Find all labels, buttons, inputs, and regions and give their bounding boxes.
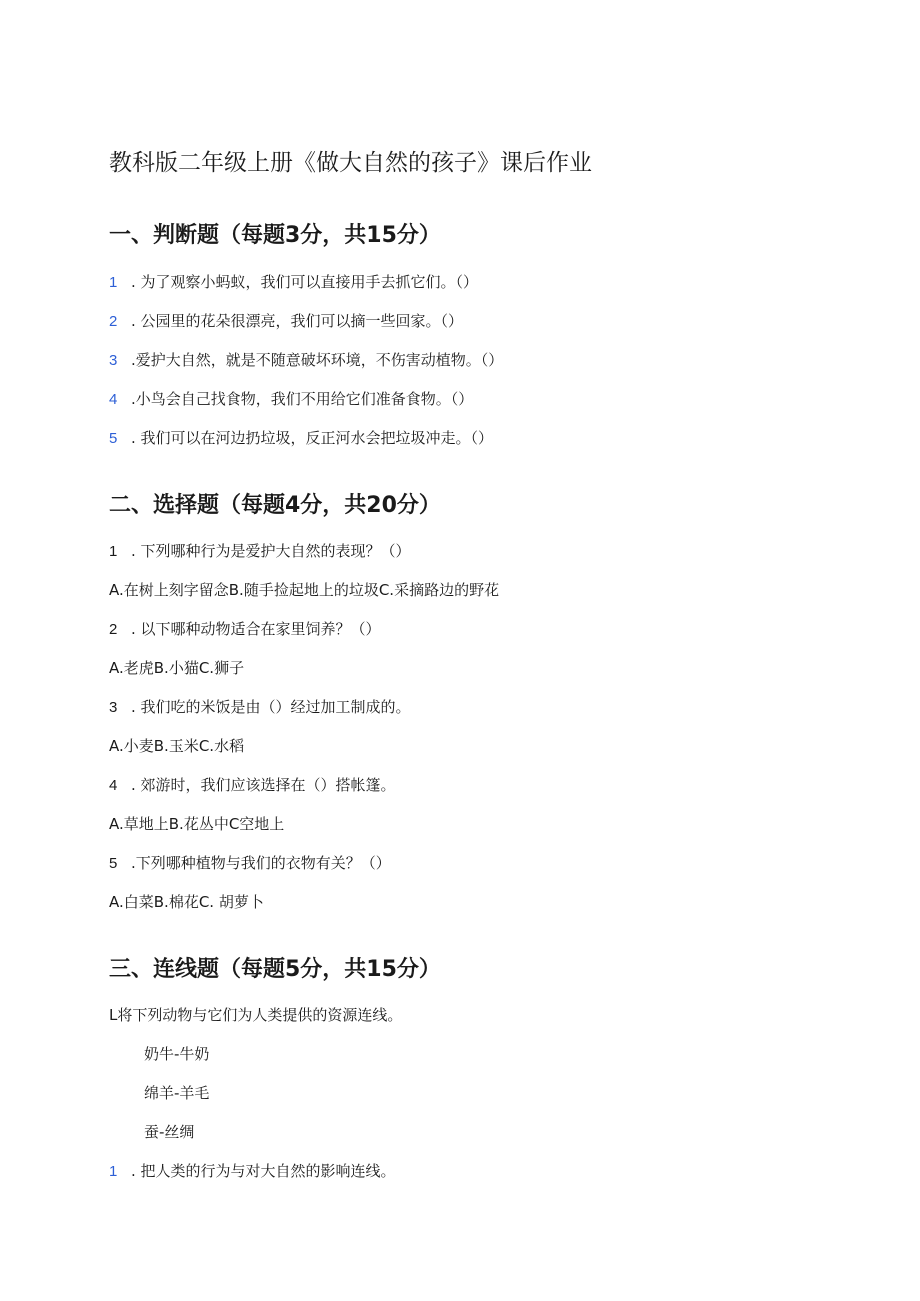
choice-question (109, 775, 396, 796)
section-heading-true-false: 一、判断题（每题3分，共15分） (109, 223, 441, 248)
choice-question (109, 619, 381, 640)
question-text: . 郊游时，我们应该选择在（）搭帐篷。 (131, 776, 396, 794)
choice-options: A.在树上刻字留念B.随手捡起地上的垃圾C.采摘路边的野花 (109, 581, 500, 599)
question-number: 1 (109, 1163, 118, 1180)
choice-question (109, 853, 391, 874)
question-number: 4 (109, 391, 118, 408)
true-false-question (109, 428, 493, 449)
choice-options: A.小麦B.玉米C.水稻 (109, 737, 245, 755)
matching-pair: 绵羊-羊毛 (144, 1084, 210, 1102)
matching-pair: 蚕-丝绸 (144, 1123, 195, 1141)
matching-pair: 奶牛-牛奶 (144, 1045, 210, 1063)
question-number: 1 (109, 543, 118, 560)
question-number: 5 (109, 430, 118, 447)
question-text: .下列哪种植物与我们的衣物有关？（） (131, 854, 391, 872)
true-false-question (109, 350, 503, 371)
matching-question (109, 1161, 396, 1182)
choice-question (109, 541, 411, 562)
question-text: . 公园里的花朵很漂亮，我们可以摘一些回家。（） (131, 312, 464, 330)
question-text: . 为了观察小蚂蚁，我们可以直接用手去抓它们。（） (131, 273, 479, 291)
question-number: 3 (109, 352, 118, 369)
section-heading-matching: 三、连线题（每题5分，共15分） (109, 957, 441, 982)
question-number: 5 (109, 855, 118, 872)
question-text: . 把人类的行为与对大自然的影响连线。 (131, 1162, 396, 1180)
question-text: .爱护大自然，就是不随意破坏环境，不伤害动植物。（） (131, 351, 504, 369)
question-number: 4 (109, 777, 118, 794)
choice-options: A.草地上B.花丛中C空地上 (109, 815, 285, 833)
matching-intro: L将下列动物与它们为人类提供的资源连线。 (109, 1006, 403, 1024)
question-text: . 我们吃的米饭是由（）经过加工制成的。 (131, 698, 411, 716)
choice-question (109, 697, 411, 718)
question-text: . 下列哪种行为是爱护大自然的表现？（） (131, 542, 411, 560)
question-number: 1 (109, 274, 118, 291)
choice-options: A.老虎B.小猫C.狮子 (109, 659, 245, 677)
choice-options: A.白菜B.棉花C. 胡萝卜 (109, 893, 264, 911)
true-false-question (109, 311, 463, 332)
question-number: 2 (109, 313, 118, 330)
true-false-question (109, 272, 478, 293)
true-false-question (109, 389, 473, 410)
question-number: 3 (109, 699, 118, 716)
document-title: 教科版二年级上册《做大自然的孩子》课后作业 (109, 150, 592, 176)
question-text: .小鸟会自己找食物，我们不用给它们准备食物。（） (131, 390, 474, 408)
question-number: 2 (109, 621, 118, 638)
question-text: . 我们可以在河边扔垃圾，反正河水会把垃圾冲走。（） (131, 429, 494, 447)
question-text: . 以下哪种动物适合在家里饲养？（） (131, 620, 381, 638)
section-heading-multiple-choice: 二、选择题（每题4分，共20分） (109, 493, 441, 518)
